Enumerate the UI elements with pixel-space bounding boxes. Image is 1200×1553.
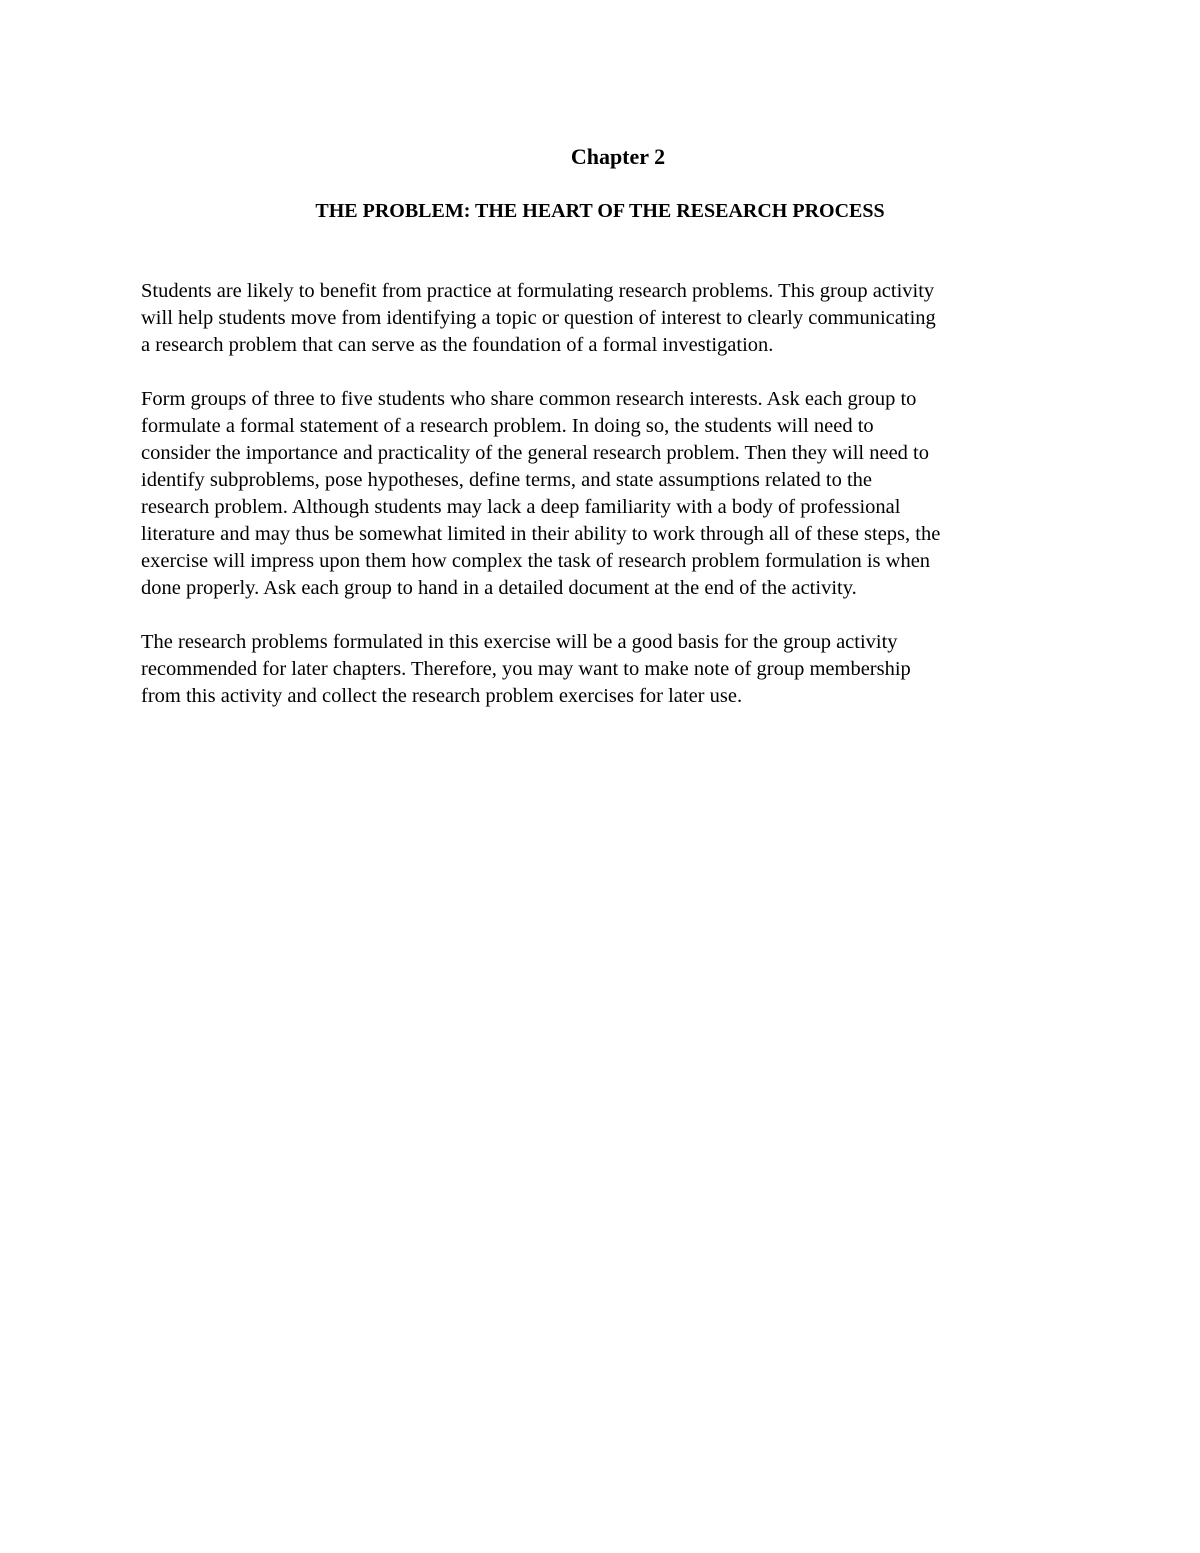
paragraph-line: consider the importance and practicality of the general research problem. Then they will need to <box>141 442 929 464</box>
paragraph-2 <box>141 386 1066 602</box>
chapter-label: Chapter 2 <box>570 144 666 169</box>
paragraph-line: identify subproblems, pose hypotheses, define terms, and state assumptions related to the <box>141 469 873 491</box>
paragraph-line: exercise will impress upon them how complex the task of research problem formulation is when <box>141 550 931 572</box>
body-text <box>141 278 1066 737</box>
chapter-title: THE PROBLEM: THE HEART OF THE RESEARCH PROCESS <box>315 200 885 222</box>
paragraph-line: formulate a formal statement of a research problem. In doing so, the students will need to <box>141 415 874 437</box>
paragraph-1 <box>141 278 1066 359</box>
paragraph-line: research problem. Although students may lack a deep familiarity with a body of professional <box>141 496 901 518</box>
paragraph-line: literature and may thus be somewhat limited in their ability to work through all of these steps, the <box>141 523 941 545</box>
paragraph-line: a research problem that can serve as the foundation of a formal investigation. <box>141 334 774 356</box>
paragraph-line: The research problems formulated in this exercise will be a good basis for the group activity <box>141 631 898 653</box>
paragraph-line: done properly. Ask each group to hand in a detailed document at the end of the activity. <box>141 577 857 599</box>
paragraph-line: recommended for later chapters. Therefore, you may want to make note of group membership <box>141 658 911 680</box>
paragraph-line: from this activity and collect the research problem exercises for later use. <box>141 685 743 707</box>
paragraph-line: Form groups of three to five students who share common research interests. Ask each group to <box>141 388 917 410</box>
paragraph-line: Students are likely to benefit from practice at formulating research problems. This group activity <box>141 280 935 302</box>
paragraph-line: will help students move from identifying a topic or question of interest to clearly communicating <box>141 307 936 329</box>
paragraph-3 <box>141 629 1066 710</box>
